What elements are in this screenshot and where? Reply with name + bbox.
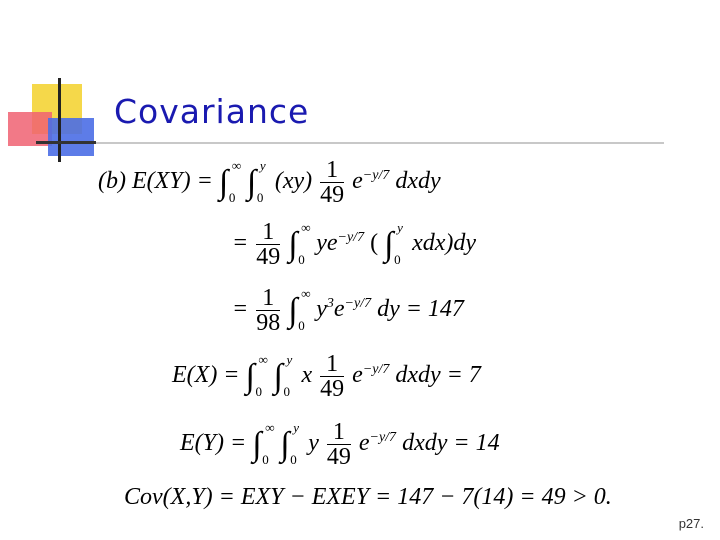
equation-step-3	[232, 286, 464, 335]
fraction: $\frac{1}{49}$	[326, 419, 351, 470]
exp-base: e	[352, 362, 363, 389]
equation-ey	[180, 420, 500, 469]
equation-exy	[98, 158, 441, 207]
eq-tail: dxdy	[395, 168, 441, 195]
integrand: ye	[316, 230, 338, 257]
equation-step-2	[232, 220, 476, 269]
eq-prefix: E(Y) =	[180, 430, 247, 457]
integral-sign: ∫ ∞ 0	[245, 351, 268, 399]
integral-sign: ∫ y 0	[384, 219, 403, 267]
eq-tail: dy = 147	[377, 296, 464, 323]
integral-sign: ∫ ∞ 0	[288, 285, 311, 333]
title-underline	[36, 142, 664, 144]
exponent: −y/7	[362, 362, 390, 378]
integral-sign: ∫ y 0	[273, 351, 293, 399]
integrand: y	[316, 296, 327, 323]
exponent: −y/7	[369, 430, 397, 446]
exp-base: e	[352, 168, 363, 195]
eq-tail: dxdy = 7	[395, 362, 481, 389]
equation-ex	[172, 352, 481, 401]
fraction: $\frac{1}{98}$	[256, 285, 281, 336]
eq-prefix: =	[232, 230, 249, 257]
exponent: −y/7	[344, 296, 372, 312]
paren: (	[370, 230, 379, 257]
power: 3	[326, 296, 334, 312]
equation-covariance: Cov(X,Y) = EXY − EXEY = 147 − 7(14) = 49 > 0.	[124, 484, 612, 510]
eq-prefix: (b) E(XY) =	[98, 168, 213, 195]
integrand: y	[308, 430, 319, 457]
eq-prefix: E(X) =	[172, 362, 240, 389]
eq-tail: dxdy = 14	[402, 430, 500, 457]
title-underline-accent	[36, 141, 96, 144]
exponent: −y/7	[337, 230, 365, 246]
fraction: $\frac{1}{49}$	[256, 219, 281, 270]
exp-base: e	[358, 430, 370, 457]
eq-tail: xdx)dy	[412, 230, 477, 257]
integral-sign: ∫ ∞ 0	[218, 157, 242, 205]
integral-sign: ∫ y 0	[246, 157, 266, 205]
page-number: p27.	[678, 516, 704, 531]
integral-sign: ∫ ∞ 0	[252, 419, 275, 467]
decor-vertical-line	[58, 78, 61, 162]
eq-prefix: =	[232, 296, 249, 323]
decor-blue-square	[48, 118, 94, 156]
fraction: $\frac{1}{49}$	[320, 351, 345, 402]
integral-sign: ∫ ∞ 0	[288, 219, 311, 267]
integrand: (xy)	[274, 168, 313, 195]
exp-base: e	[333, 296, 345, 323]
integral-sign: ∫ y 0	[280, 419, 299, 467]
fraction: $\frac{1}{49}$	[320, 157, 345, 208]
integrand: x	[301, 362, 313, 389]
exponent: −y/7	[362, 168, 390, 184]
slide-title: Covariance	[114, 92, 310, 131]
